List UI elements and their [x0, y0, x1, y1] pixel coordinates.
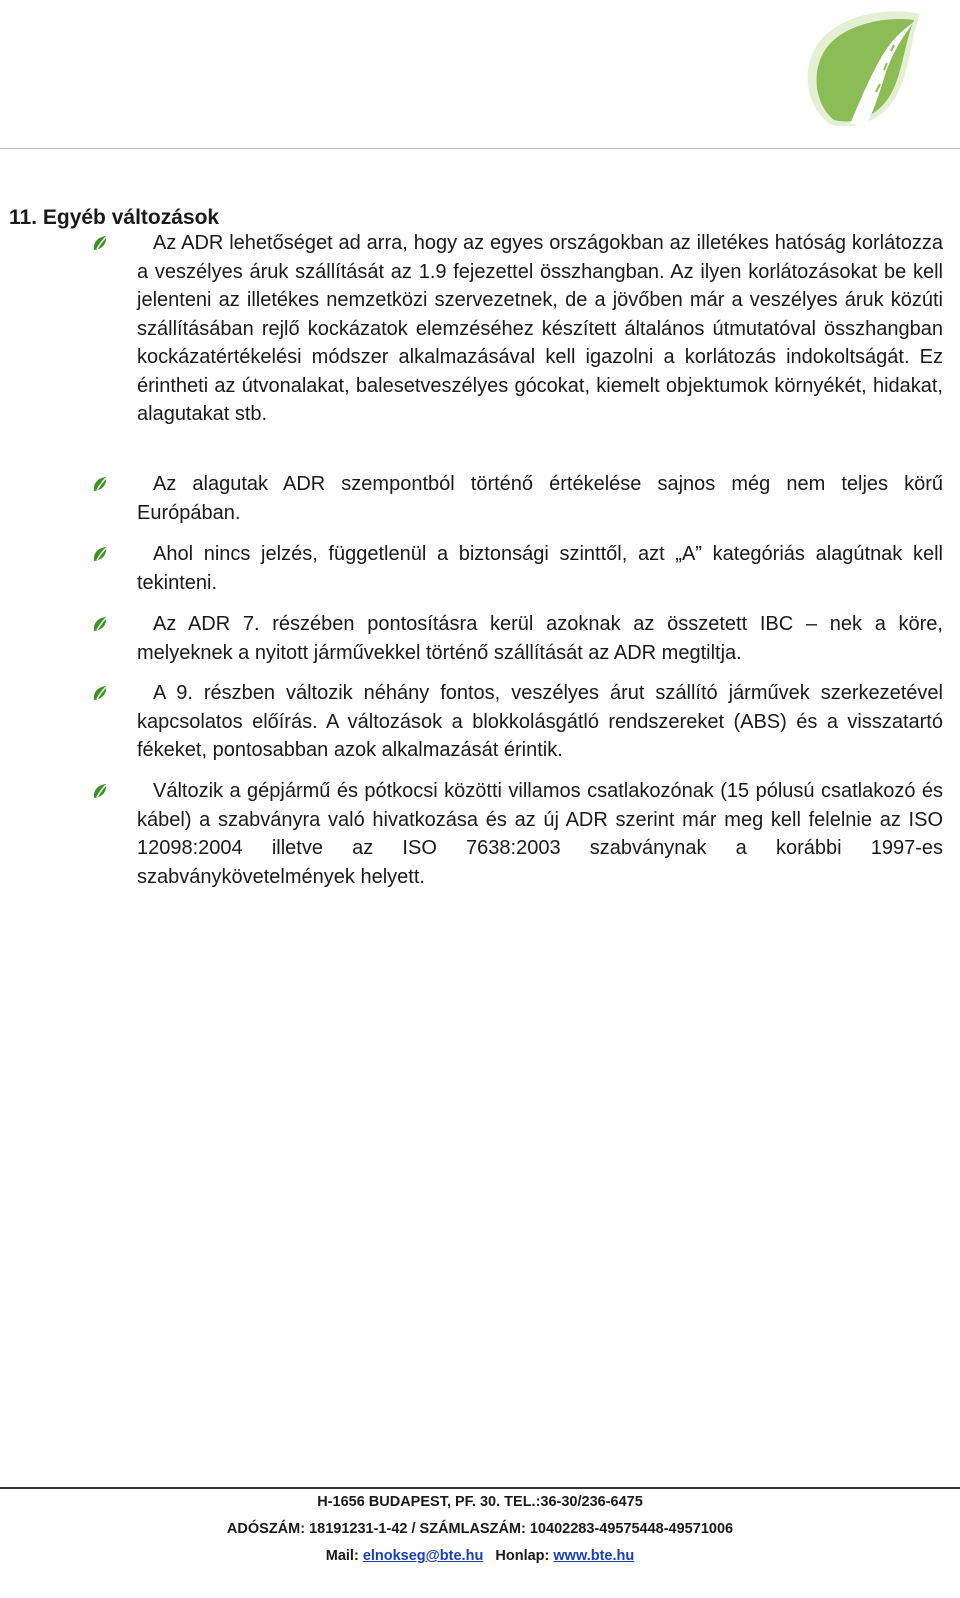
- web-label: Honlap:: [495, 1548, 550, 1564]
- footer-tax: ADÓSZÁM: 18191231-1-42 / SZÁMLASZÁM: 10402283-49575448-49571006: [226, 1521, 734, 1537]
- footer-rule: [0, 1487, 960, 1489]
- mail-link[interactable]: elnokseg@bte.hu: [362, 1548, 484, 1564]
- bullet-paragraph: [137, 679, 943, 765]
- green-leaf-bullet-icon: [92, 476, 110, 492]
- green-leaf-bullet-icon: [92, 616, 110, 632]
- bullet-paragraph: [137, 229, 943, 429]
- footer-contact: [0, 1546, 960, 1566]
- footer-address: H-1656 BUDAPEST, PF. 30. TEL.:36-30/236-6475: [317, 1494, 643, 1510]
- bullet-text: A 9. részben változik néhány fontos, veszélyes árut szállító járművek szerkezetével kapcsolatos előírás. A változások a blokkolásgátló rendszereket (ABS) és a visszatartó fékeket, pontosabban azok alkalmazását érintik.: [137, 682, 943, 761]
- bullet-text: Az ADR 7. részében pontosításra kerül azoknak az összetett IBC – nek a köre, melyeknek a nyitott járművekkel történő szállítását az ADR megtiltja.: [137, 613, 943, 664]
- section-heading: 11. Egyéb változások: [9, 206, 220, 229]
- bullet-text: Az alagutak ADR szempontból történő értékelése sajnos még nem teljes körű Európában.: [137, 473, 943, 524]
- bullet-paragraph: [137, 610, 943, 667]
- bullet-continuation: Az ilyen korlátozásokat be kell jelenteni az illetékes nemzetközi szervezetnek, de a jövőben már a veszélyes áruk közúti szállításában rejlő kockázatok elemzéséhez készített általános útmutatóval összhangban kockázatértékelési módszer alkalmazásával kell igazolni a korlátozás indokoltságát. Ez érintheti az útvonalakat, balesetveszélyes gócokat, kiemelt objektumok környékét, hidakat, alagutakat stb.: [137, 260, 943, 425]
- header-rule: [0, 148, 960, 149]
- road-leaf-logo-icon: [790, 6, 940, 130]
- bullet-paragraph: [137, 777, 943, 891]
- bullet-text: Változik a gépjármű és pótkocsi közötti villamos csatlakozónak (15 pólusú csatlakozó és kábel) a szabványra való hivatkozása és az új ADR szerint már meg kell felelnie az ISO 12098:2004 illetve az ISO 7638:2003 szabványnak a korábbi 1997-es szabványkövetelmények helyett.: [137, 780, 943, 888]
- green-leaf-bullet-icon: [92, 783, 110, 799]
- mail-label: Mail:: [325, 1548, 359, 1564]
- bullet-text: Az ADR lehetőséget ad arra, hogy az egyes országokban az illetékes hatóság korlátozza a veszélyes áruk szállítását az 1.9 fejezettel összhangban.: [137, 232, 943, 283]
- bullet-paragraph: [137, 540, 943, 597]
- web-link[interactable]: www.bte.hu: [553, 1548, 635, 1564]
- green-leaf-bullet-icon: [92, 235, 110, 251]
- bullet-text: Ahol nincs jelzés, függetlenül a biztonsági szinttől, azt „A” kategóriás alagútnak kell tekinteni.: [137, 543, 943, 594]
- green-leaf-bullet-icon: [92, 546, 110, 562]
- green-leaf-bullet-icon: [92, 685, 110, 701]
- bullet-paragraph: [137, 470, 943, 527]
